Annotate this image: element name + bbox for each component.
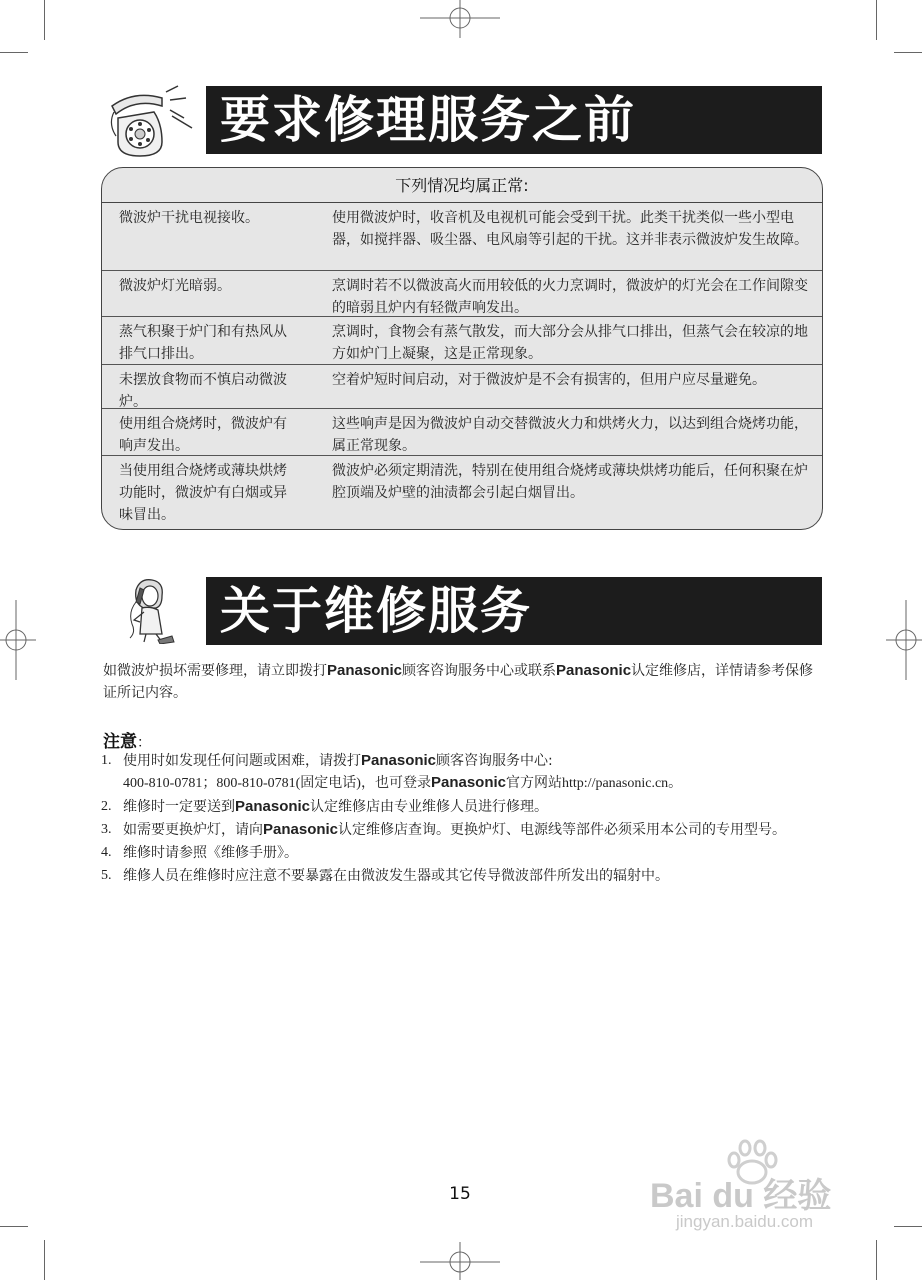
- item-number: 1.: [101, 753, 112, 768]
- table-row: [102, 365, 822, 409]
- explanation-cell: 这些响声是因为微波炉自动交替微波火力和烘烤火力，以达到组合烧烤功能，属正常现象。: [332, 416, 808, 454]
- section-title-before-service: 要求修理服务之前: [206, 86, 822, 154]
- symptom-cell: 微波炉干扰电视接收。: [119, 210, 259, 226]
- explanation-cell: 使用微波炉时，收音机及电视机可能会受到干扰。此类干扰类似一些小型电器，如搅拌器、吸尘器、电风扇等引起的干扰。这并非表示微波炉发生故障。: [332, 210, 808, 248]
- table-row: [102, 409, 822, 456]
- table-row: [102, 456, 822, 529]
- explanation-cell: 空着炉短时间启动，对于微波炉是不会有损害的，但用户应尽量避免。: [332, 372, 766, 388]
- telephone-icon: [104, 84, 200, 160]
- registration-mark-bottom: [420, 1240, 500, 1280]
- crop-mark: [44, 1240, 45, 1280]
- list-item: 4. 维修时请参照《维修手册》。: [101, 842, 826, 864]
- item-number: 5.: [101, 868, 112, 883]
- registration-mark-top: [420, 0, 500, 40]
- table-row: [102, 317, 822, 365]
- crop-mark: [894, 52, 922, 53]
- brand-name: Panasonic: [556, 662, 632, 679]
- brand-name: Panasonic: [327, 662, 403, 679]
- item-number: 4.: [101, 845, 112, 860]
- explanation-cell: 烹调时，食物会有蒸气散发，而大部分会从排气口排出，但蒸气会在较凉的地方如炉门上凝聚，这是正常现象。: [332, 324, 808, 362]
- intro-text: 顾客咨询服务中心或联系: [402, 663, 557, 679]
- service-phone-and-site: 400-810-0781；800-810-0781(固定电话)，也可登录Panasonic官方网站http://panasonic.cn。: [123, 774, 683, 791]
- table-row: [102, 271, 822, 317]
- list-item: 5. 维修人员在维修时应注意不要暴露在由微波发生器或其它传导微波部件所发出的辐射中。: [101, 865, 826, 887]
- explanation-cell: 微波炉必须定期清洗，特别在使用组合烧烤或薄块烘烤功能后，任何积聚在炉腔顶端及炉壁的油渍都会引起白烟冒出。: [332, 463, 808, 501]
- symptom-cell: 未摆放食物而不慎启动微波炉。: [119, 372, 287, 410]
- item-number: 2.: [101, 799, 112, 814]
- list-item: 3. 如需要更换炉灯，请向Panasonic认定维修店查询。更换炉灯、电源线等部件必须采用本公司的专用型号。: [101, 819, 826, 841]
- symptom-cell: 使用组合烧烤时，微波炉有响声发出。: [119, 416, 287, 454]
- explanation-cell: 烹调时若不以微波高火而用较低的火力烹调时，微波炉的灯光会在工作间隙变的暗弱且炉内有轻微声响发出。: [332, 278, 808, 316]
- page-number: 15: [449, 1184, 471, 1204]
- intro-text: 认定维修店，详情请参考保修证所记内容。: [103, 663, 814, 701]
- woman-on-phone-icon: [122, 576, 182, 644]
- item-number: 3.: [101, 822, 112, 837]
- section-title-repair-service: 关于维修服务: [206, 577, 822, 645]
- watermark-logo: Bai du 经验: [650, 1177, 832, 1215]
- crop-mark: [44, 0, 45, 40]
- crop-mark: [894, 1226, 922, 1227]
- crop-mark: [876, 0, 877, 40]
- crop-mark: [0, 1226, 28, 1227]
- registration-mark-left: [0, 600, 40, 680]
- notes-heading: 注意：: [103, 732, 151, 752]
- normal-conditions-table: [101, 167, 823, 530]
- list-item: 1. 使用时如发现任何问题或困难，请拨打Panasonic顾客咨询服务中心: 400-810-0781；800-810-0781(固定电话)，也可登录Panasonic官方网站http://panasonic.cn。: [101, 752, 683, 791]
- crop-mark: [876, 1240, 877, 1280]
- table-row: [102, 203, 822, 271]
- watermark-url: jingyan.baidu.com: [676, 1212, 814, 1231]
- crop-mark: [0, 52, 28, 53]
- intro-text: 如微波炉损坏需要修理，请立即拨打: [103, 663, 327, 679]
- symptom-cell: 当使用组合烧烤或薄块烘烤功能时，微波炉有白烟或异味冒出。: [119, 463, 287, 523]
- list-item: 2. 维修时一定要送到Panasonic认定维修店由专业维修人员进行修理。: [101, 796, 826, 818]
- symptom-cell: 蒸气积聚于炉门和有热风从排气口排出。: [119, 324, 287, 362]
- registration-mark-right: [882, 600, 922, 680]
- notes-list: [101, 750, 826, 888]
- table-header: 下列情况均属正常:: [102, 168, 822, 203]
- symptom-cell: 微波炉灯光暗弱。: [119, 278, 231, 294]
- service-intro-paragraph: [103, 660, 819, 704]
